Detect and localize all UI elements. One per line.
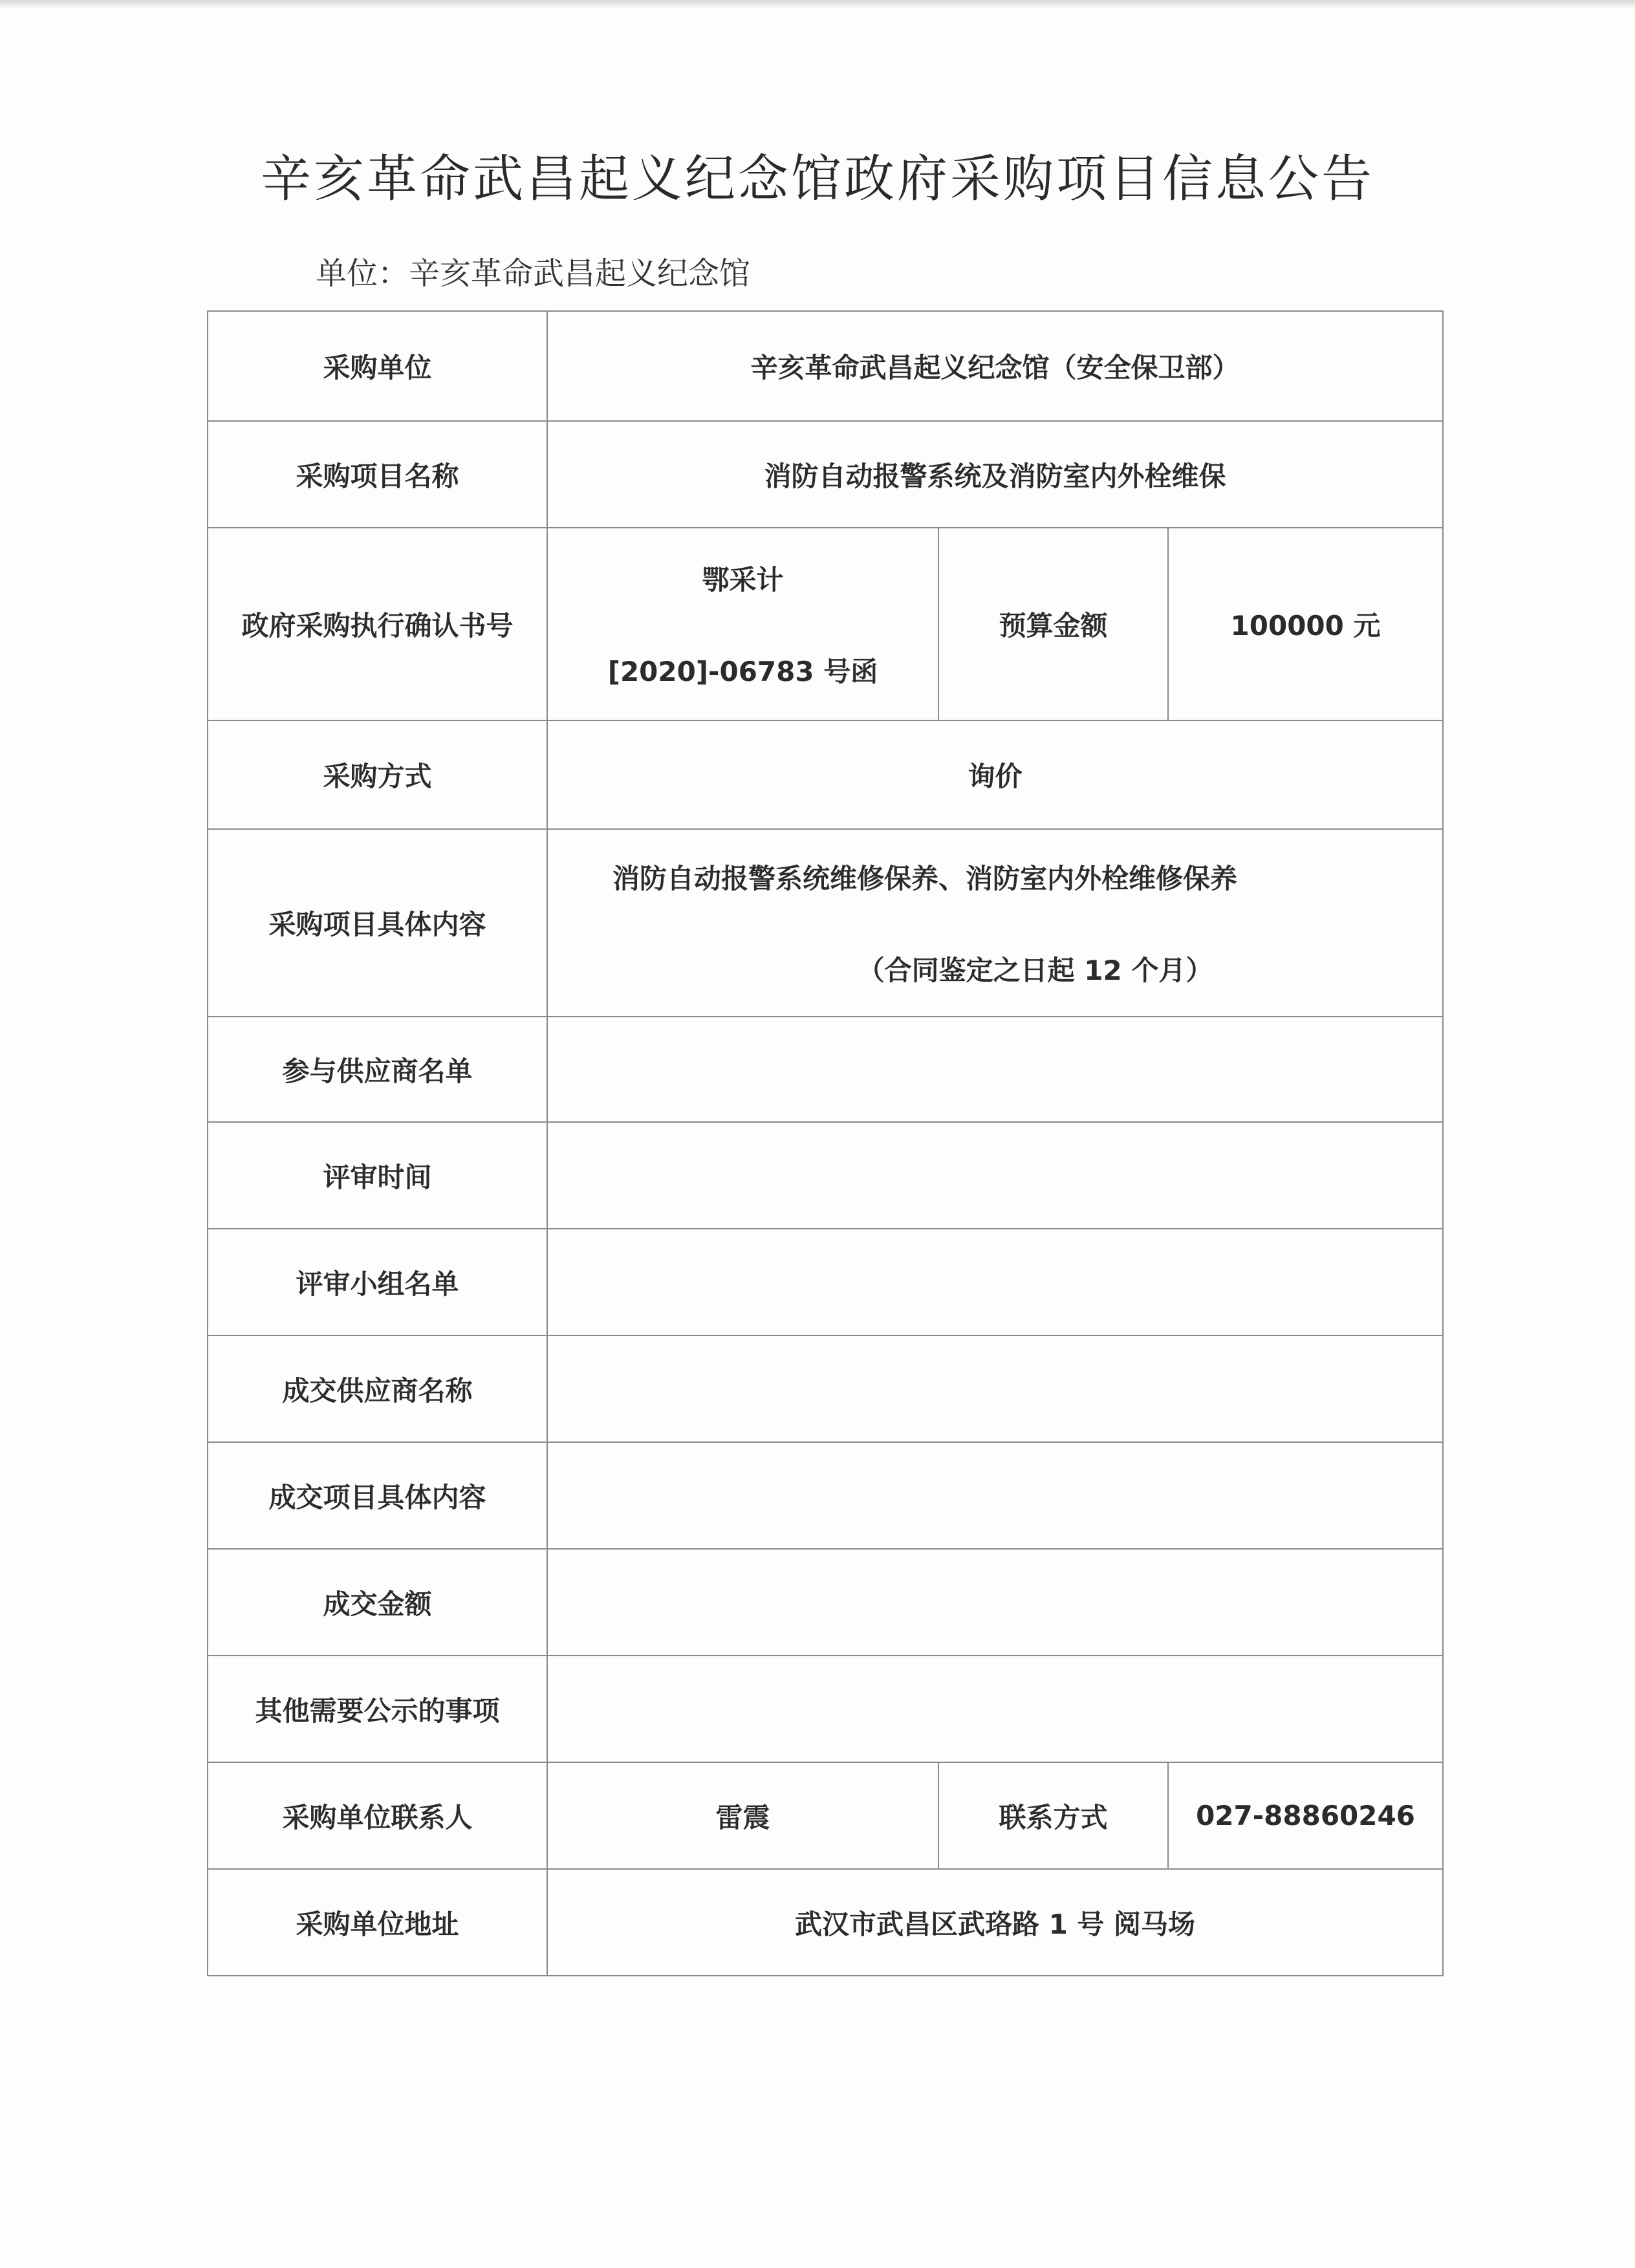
label-review-panel: 评审小组名单: [208, 1229, 547, 1335]
value-winning-content: [547, 1442, 1443, 1549]
row-review-time: [208, 1122, 1443, 1229]
row-suppliers: [208, 1017, 1443, 1122]
value-address: 武汉市武昌区武珞路 1 号 阅马场: [547, 1869, 1443, 1976]
label-confirmation: 政府采购执行确认书号: [208, 528, 547, 720]
row-purchaser: [208, 311, 1443, 421]
row-other-matters: [208, 1656, 1443, 1762]
label-winning-supplier: 成交供应商名称: [208, 1335, 547, 1442]
announcement-table: [207, 310, 1444, 1976]
value-content: [547, 829, 1443, 1017]
row-winning-content: [208, 1442, 1443, 1549]
label-review-time: 评审时间: [208, 1122, 547, 1229]
label-purchaser: 采购单位: [208, 311, 547, 421]
label-address: 采购单位地址: [208, 1869, 547, 1976]
row-winning-amount: [208, 1549, 1443, 1656]
label-contact: 采购单位联系人: [208, 1762, 547, 1869]
value-phone: 027-88860246: [1168, 1762, 1443, 1869]
confirmation-line1: 鄂采计: [702, 564, 784, 596]
label-winning-content: 成交项目具体内容: [208, 1442, 547, 1549]
value-review-time: [547, 1122, 1443, 1229]
value-method: 询价: [547, 720, 1443, 829]
label-budget: 预算金额: [938, 528, 1168, 720]
value-confirmation: [547, 528, 938, 720]
value-suppliers: [547, 1017, 1443, 1122]
row-content: [208, 829, 1443, 1017]
confirmation-line2: [2020]-06783 号函: [607, 656, 878, 687]
row-address: [208, 1869, 1443, 1976]
content-line2: （合同鉴定之日起 12 个月）: [857, 955, 1213, 986]
label-method: 采购方式: [208, 720, 547, 829]
row-contact: [208, 1762, 1443, 1869]
value-winning-supplier: [547, 1335, 1443, 1442]
label-phone: 联系方式: [938, 1762, 1168, 1869]
row-method: [208, 720, 1443, 829]
value-purchaser: 辛亥革命武昌起义纪念馆（安全保卫部）: [547, 311, 1443, 421]
row-confirmation: [208, 528, 1443, 720]
content-line1: 消防自动报警系统维修保养、消防室内外栓维修保养: [612, 863, 1238, 894]
value-contact: 雷震: [547, 1762, 938, 1869]
unit-line: 单位：辛亥革命武昌起义纪念馆: [316, 255, 751, 292]
label-winning-amount: 成交金额: [208, 1549, 547, 1656]
row-project-name: [208, 421, 1443, 528]
row-winning-supplier: [208, 1335, 1443, 1442]
value-budget: 100000 元: [1168, 528, 1443, 720]
label-other-matters: 其他需要公示的事项: [208, 1656, 547, 1762]
value-review-panel: [547, 1229, 1443, 1335]
scan-edge: [0, 0, 1635, 9]
value-winning-amount: [547, 1549, 1443, 1656]
document-title: 辛亥革命武昌起义纪念馆政府采购项目信息公告: [260, 150, 1374, 208]
label-project-name: 采购项目名称: [208, 421, 547, 528]
value-project-name: 消防自动报警系统及消防室内外栓维保: [547, 421, 1443, 528]
label-content: 采购项目具体内容: [208, 829, 547, 1017]
value-other-matters: [547, 1656, 1443, 1762]
row-review-panel: [208, 1229, 1443, 1335]
label-suppliers: 参与供应商名单: [208, 1017, 547, 1122]
